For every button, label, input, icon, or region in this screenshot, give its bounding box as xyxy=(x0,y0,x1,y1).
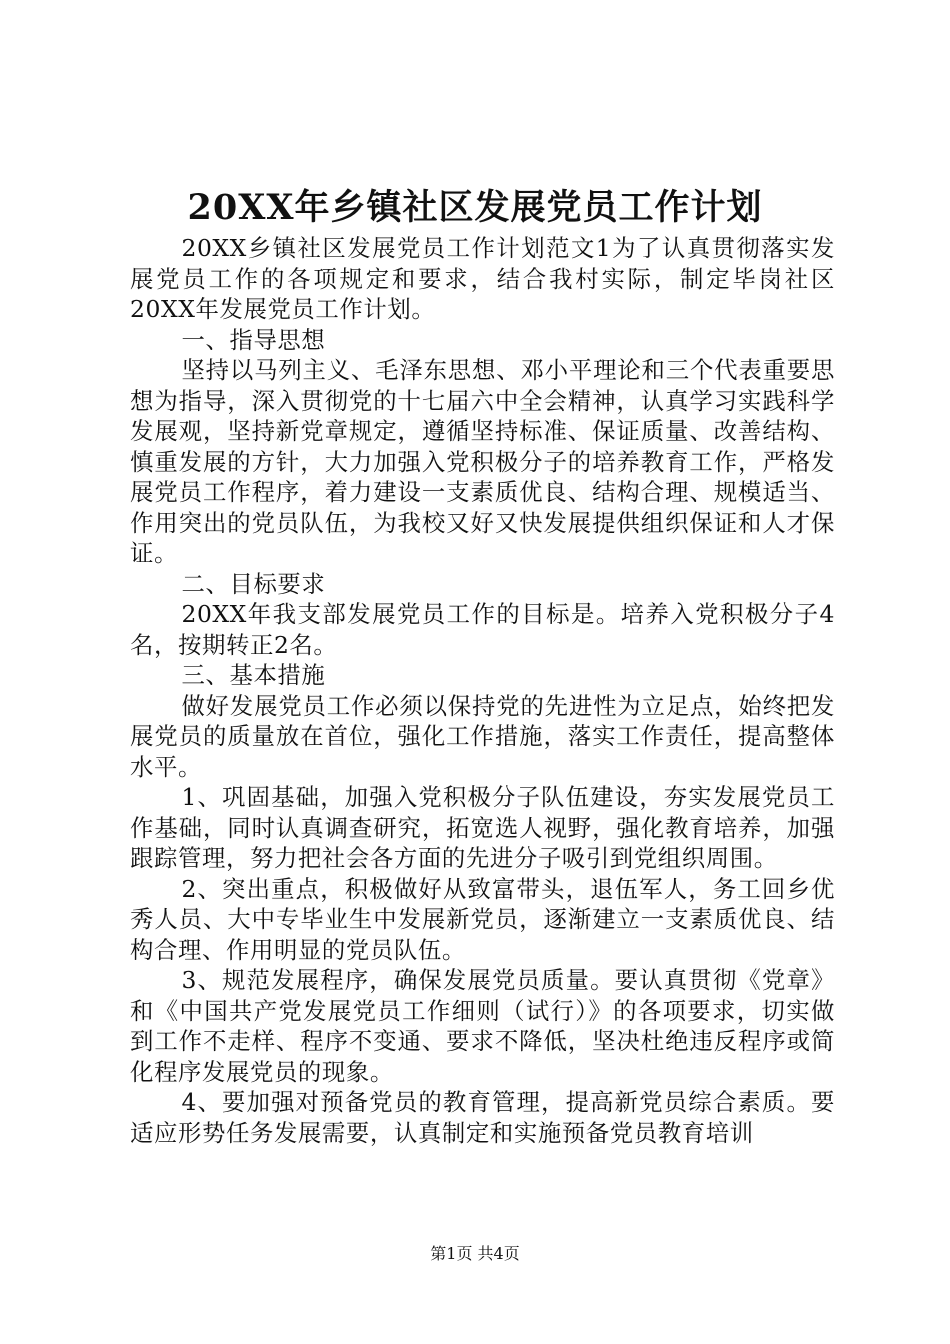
section-heading-guiding-ideology: 一、指导思想 xyxy=(181,325,326,354)
document-title: 20XX年乡镇社区发展党员工作计划 xyxy=(187,187,763,228)
paragraph-measure-4: 4、要加强对预备党员的教育管理，提高新党员综合素质。要适应形势任务发展需要，认真制定和实施预备党员教育培训 xyxy=(130,1088,835,1147)
paragraph-measure-1: 1、巩固基础，加强入党积极分子队伍建设，夯实发展党员工作基础，同时认真调查研究，拓宽选人视野，强化教育培养，加强跟踪管理，努力把社会各方面的先进分子吸引到党组织周围。 xyxy=(130,783,835,872)
page-number-footer: 第1页 共4页 xyxy=(430,1244,520,1263)
paragraph-guiding-ideology: 坚持以马列主义、毛泽东思想、邓小平理论和三个代表重要思想为指导，深入贯彻党的十七届六中全会精神，认真学习实践科学发展观，坚持新党章规定，遵循坚持标准、保证质量、改善结构、慎重发展的方针，大力加强入党积极分子的培养教育工作，严格发展党员工作程序，着力建设一支素质优良、结构合理、规模适当、作用突出的党员队伍，为我校又好又快发展提供组织保证和人才保证。 xyxy=(130,356,835,567)
section-heading-measures: 三、基本措施 xyxy=(181,661,326,689)
document-body xyxy=(130,233,835,1148)
paragraph-goals: 20XX年我支部发展党员工作的目标是。培养入党积极分子4名，按期转正2名。 xyxy=(130,600,835,659)
section-heading-goals: 二、目标要求 xyxy=(181,569,326,598)
paragraph-measures-intro: 做好发展党员工作必须以保持党的先进性为立足点，始终把发展党员的质量放在首位，强化工作措施，落实工作责任，提高整体水平。 xyxy=(130,691,835,781)
paragraph-measure-2: 2、突出重点，积极做好从致富带头，退伍军人，务工回乡优秀人员、大中专毕业生中发展新党员，逐渐建立一支素质优良、结构合理、作用明显的党员队伍。 xyxy=(130,874,835,964)
paragraph-measure-3: 3、规范发展程序，确保发展党员质量。要认真贯彻《党章》和《中国共产党发展党员工作细则（试行）》的各项要求，切实做到工作不走样、程序不变通、要求不降低，坚决杜绝违反程序或简化程序发展党员的现象。 xyxy=(130,966,835,1086)
paragraph-intro: 20XX乡镇社区发展党员工作计划范文1为了认真贯彻落实发展党员工作的各项规定和要求，结合我村实际，制定毕岗社区20XX年发展党员工作计划。 xyxy=(130,234,835,323)
